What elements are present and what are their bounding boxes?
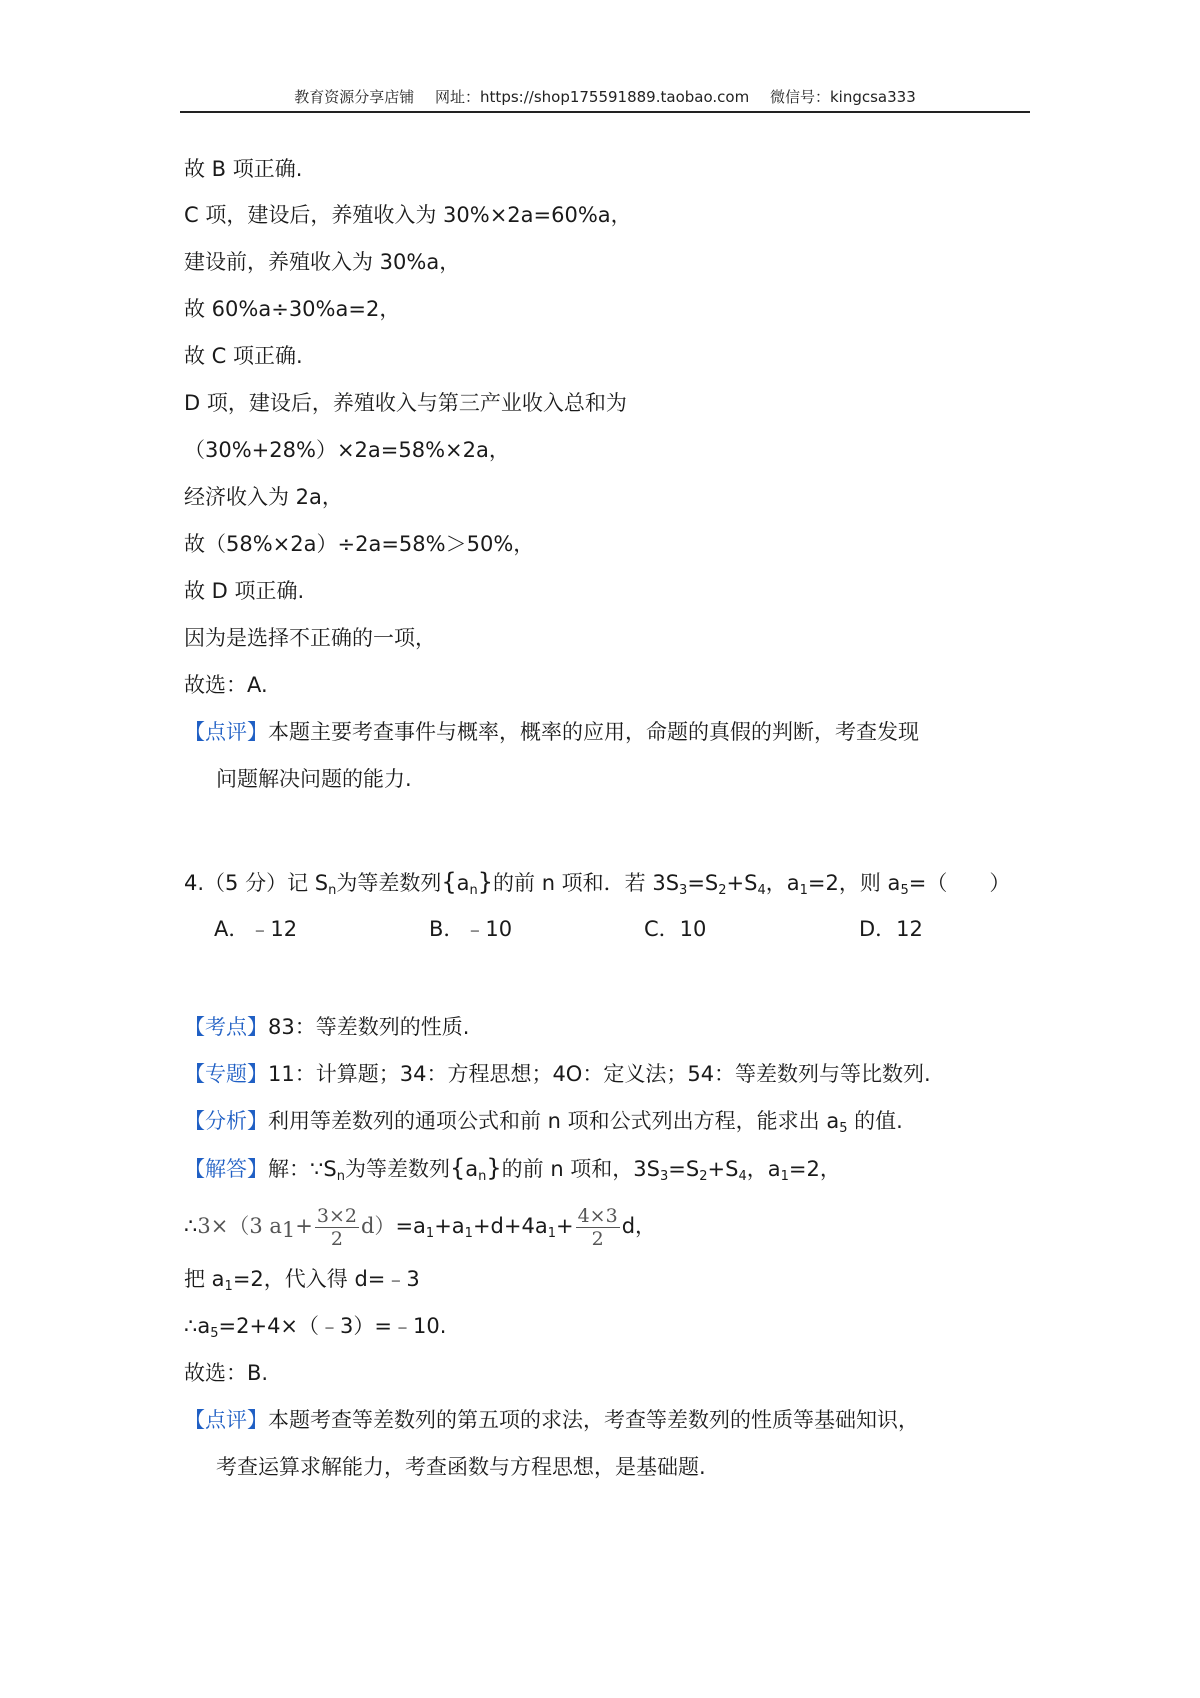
q4-kaodian: 【考点】83：等差数列的性质. [184, 1015, 470, 1039]
q3-line-8: 经济收入为 2a， [184, 485, 343, 509]
option-b[interactable]: B．﹣10 [429, 917, 513, 941]
zhuanti-tag: 【专题】 [184, 1062, 268, 1086]
shop-name: 教育资源分享店铺 [294, 88, 415, 106]
q3-line-9: 故（58%×2a）÷2a=58%＞50%， [184, 532, 535, 556]
q3-review-cont: 问题解决问题的能力. [216, 767, 412, 791]
fenxi-tag: 【分析】 [184, 1109, 268, 1133]
shop-url[interactable]: 网址：https://shop175591889.taobao.com [435, 88, 750, 106]
header-rule [180, 111, 1030, 113]
option-a[interactable]: A．﹣12 [214, 917, 298, 941]
option-c[interactable]: C．10 [644, 917, 707, 941]
review-text: 本题主要考查事件与概率，概率的应用，命题的真假的判断，考查发现 [268, 720, 919, 744]
q4-zhuanti: 【专题】11：计算题；34：方程思想；4O：定义法；54：等差数列与等比数列. [184, 1062, 931, 1086]
jieda-tag: 【解答】 [184, 1157, 268, 1181]
q4-jieda: 【解答】解：$\because S_n$为等差数列$\{a_n\}$的前 n 项和，$3S_3=S_2+S_4$，$a_1=2$， [184, 1154, 841, 1184]
review-tag: 【点评】 [184, 1408, 268, 1432]
wechat-id: 微信号：kingcsa333 [769, 88, 916, 106]
q3-line-12: 故选：A. [184, 673, 268, 697]
q3-line-5: 故 C 项正确. [184, 344, 303, 368]
page-header [180, 86, 1030, 107]
q4-substitute: 把 $a_1=2$，代入得 d=﹣3 [184, 1267, 420, 1294]
q4-result: $\therefore a_5=2+4\times(﹣3)=﹣10$. [184, 1314, 447, 1341]
q3-line-6: D 项，建设后，养殖收入与第三产业收入总和为 [184, 391, 627, 415]
q4-fenxi: 【分析】利用等差数列的通项公式和前 n 项和公式列出方程，能求出 $a_5$ 的值. [184, 1109, 903, 1136]
q3-line-7: （30%+28%）×2a=58%×2a， [184, 438, 510, 462]
q4-equation: ∴3×（3 $a_1+$ $\frac{3\times 2}{2}$ $d)=a_1+a_1+d+4a_1+$ $\frac{4\times 3}{2}$ d， [184, 1204, 657, 1250]
q3-line-2: C 项，建设后，养殖收入为 30%×2a=60%a， [184, 203, 632, 227]
q3-line-3: 建设前，养殖收入为 30%a， [184, 250, 461, 274]
q3-line-11: 因为是选择不正确的一项， [184, 626, 436, 650]
option-d[interactable]: D．12 [859, 917, 923, 941]
q4-stem: 4.（5 分）记 $S_n$为等差数列$\{a_n\}$的前 n 项和．若 $3S_3=S_2+S_4$，$a_1=2$，则 $a_5=$（ ） [184, 868, 1011, 898]
q4-options [214, 915, 1074, 943]
q4-review: 【点评】本题考查等差数列的第五项的求法，考查等差数列的性质等基础知识， [184, 1408, 919, 1432]
q4-review-cont: 考查运算求解能力，考查函数与方程思想，是基础题. [216, 1455, 706, 1479]
kaodian-tag: 【考点】 [184, 1015, 268, 1039]
q3-line-4: 故 60%a÷30%a=2， [184, 297, 401, 321]
review-tag: 【点评】 [184, 720, 268, 744]
fraction-3x2-over-2: $\frac{3\times 2}{2}$ [316, 1204, 357, 1250]
q3-line-1: 故 B 项正确. [184, 157, 303, 181]
q4-answer: 故选：B. [184, 1361, 269, 1385]
fraction-4x3-over-2: $\frac{4\times 3}{2}$ [577, 1204, 618, 1250]
q3-line-10: 故 D 项正确. [184, 579, 305, 603]
q3-review [184, 718, 919, 746]
